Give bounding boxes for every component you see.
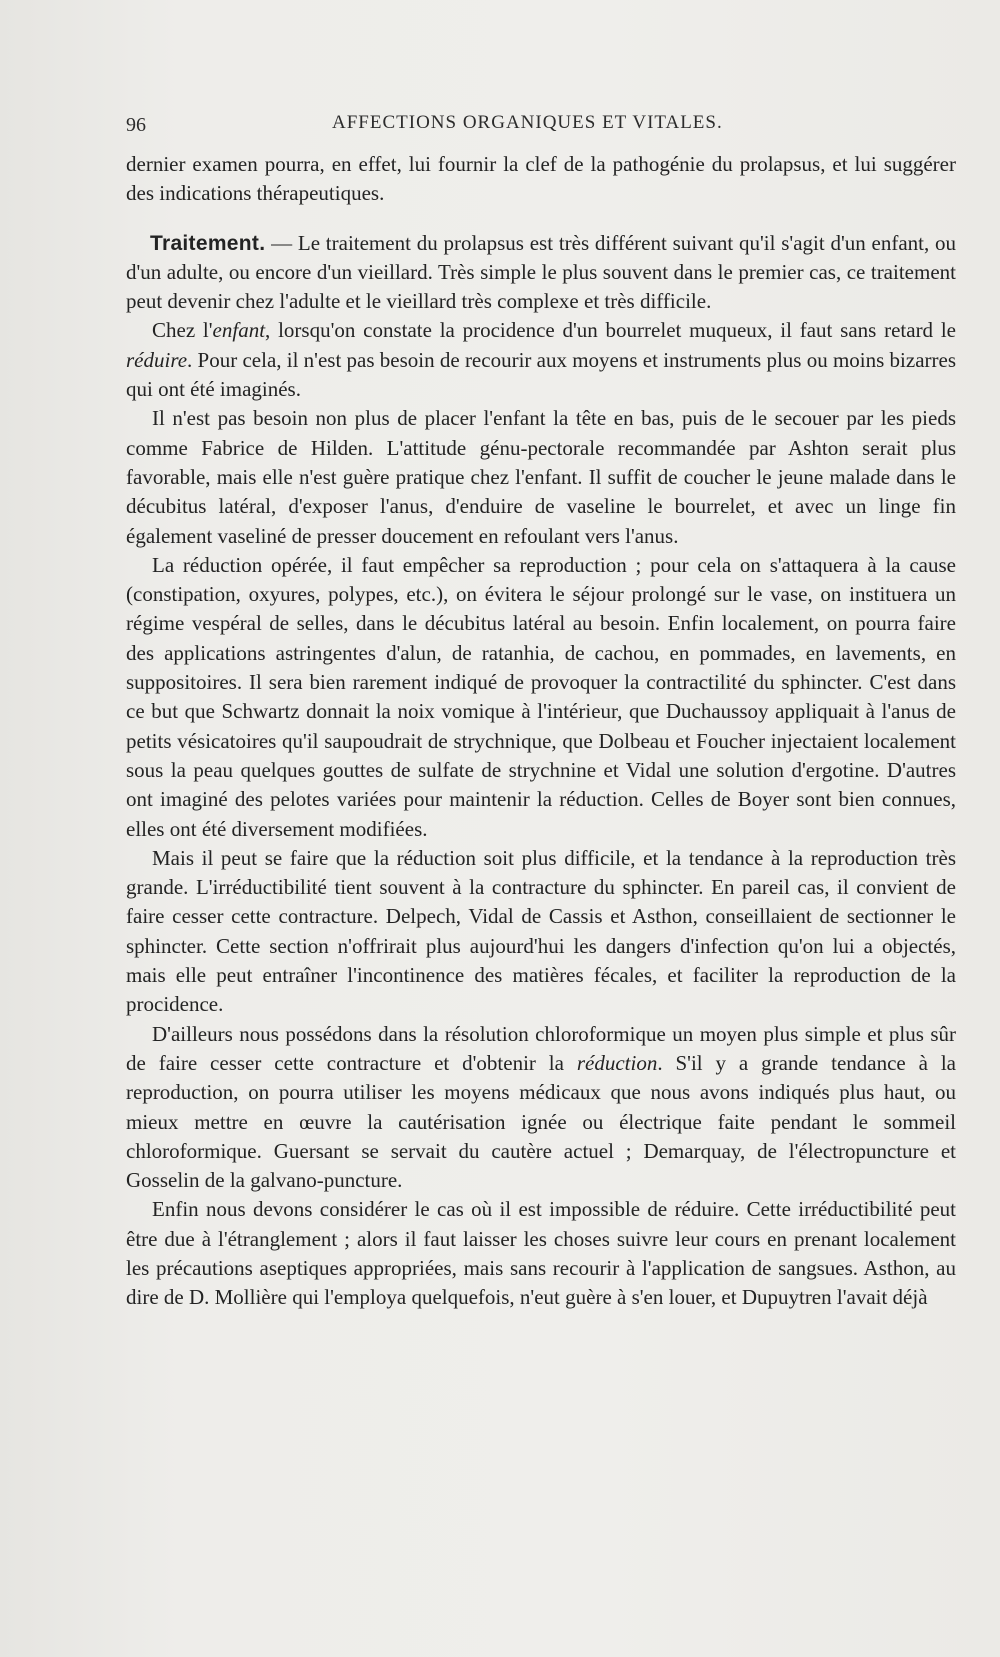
- paragraph-traitement-text: — Le traitement du prolapsus est très différent suivant qu'il s'agit d'un enfant, ou d'un adulte, ou encore d'un vieillard. Très simple le plus souvent dans le premier cas, ce traitement peut devenir chez l'adulte et le vieillard très complexe et très difficile.: [126, 230, 956, 314]
- paragraph-enfant-part-b: , lorsqu'on constate la procidence d'un bourrelet muqueux, il faut sans retard le: [265, 318, 956, 343]
- paragraph-enfant-part-c: . Pour cela, il n'est pas besoin de recourir aux moyens et instruments plus ou moins bizarres qui ont été imaginés.: [126, 347, 956, 402]
- paragraph-enfant: [126, 316, 956, 404]
- paragraph-enfant-part-a: Chez l': [152, 318, 213, 343]
- paragraph-resolution-part-b: . S'il y a grande tendance à la reproduction, on pourra utiliser les moyens médicaux que nous avons indiqués plus haut, ou mieux mettre en œuvre la cautérisation ignée ou électrique faite pendant le sommeil chloroformique. Guersant se servait du cautère actuel ; Demarquay, de l'électropuncture et Gosselin de la galvano-puncture.: [126, 1050, 957, 1193]
- section-heading-traitement: Traitement.: [150, 231, 266, 255]
- paragraph-irreductibilite: Mais il peut se faire que la réduction soit plus difficile, et la tendance à la reproduction très grande. L'irréductibilité tient souvent à la contracture du sphincter. En pareil cas, il convient de faire cesser cette contracture. Delpech, Vidal de Cassis et Asthon, conseillaient de sectionner le sphincter. Cette section n'offrirait plus aujourd'hui les dangers d'infection qu'on lui a objectés, mais elle peut entraîner l'incontinence des matières fécales, et faciliter la reproduction de la procidence.: [126, 845, 956, 1017]
- running-title: AFFECTIONS ORGANIQUES ET VITALES.: [332, 112, 723, 133]
- paragraph-resolution-part-a: D'ailleurs nous possédons dans la résolution chloroformique un moyen plus simple et plus sûr de faire cesser cette contracture et d'obtenir la: [126, 1021, 956, 1075]
- paragraph-resolution: [126, 1020, 956, 1196]
- paragraph-position: Il n'est pas besoin non plus de placer l'enfant la tête en bas, puis de le secouer par les pieds comme Fabrice de Hilden. L'attitude génu-pectorale recommandée par Ashton serait plus favorable, mais elle n'est guère pratique chez l'enfant. Il suffit de coucher le jeune malade dans le décubitus latéral, d'exposer l'anus, d'enduire de vaseline le bourrelet, et avec un linge fin également vaseliné de presser doucement en refoulant vers l'anus.: [126, 406, 956, 548]
- paragraph-reduction: La réduction opérée, il faut empêcher sa reproduction ; pour cela on s'attaquera à la cause (constipation, oxyures, polypes, etc.), on évitera le séjour prolongé sur le vase, on instituera un régime vespéral de selles, dans le décubitus latéral au besoin. Enfin localement, on pourra faire des applications astringentes d'alun, de ratanhia, de cachou, en pommades, en lavements, en suppositoires. Il sera bien rarement indiqué de provoquer la contractilité du sphincter. C'est dans ce but que Schwartz donnait la noix vomique à l'intérieur, que Duchaussoy appliquait à l'anus de petits vésicatoires qu'il saupoudrait de strychnique, que Dolbeau et Foucher injectaient localement sous la peau quelques gouttes de sulfate de strychnine et Vidal une solution d'ergotine. D'autres ont imaginé des pelotes variées pour maintenir la réduction. Celles de Boyer sont bien connues, elles ont été diversement modifiées.: [126, 552, 956, 841]
- body-text: [126, 150, 956, 1313]
- page-number: 96: [126, 114, 146, 136]
- italic-reduire: réduire: [126, 347, 188, 372]
- running-header: [126, 114, 744, 144]
- italic-reduction: réduction: [576, 1050, 658, 1075]
- paragraph-traitement: [126, 229, 956, 317]
- paragraph-continuation: dernier examen pourra, en effet, lui fournir la clef de la pathogénie du prolapsus, et lui suggérer des indications thérapeutiques.: [126, 152, 956, 206]
- paragraph-etranglement: Enfin nous devons considérer le cas où il est impossible de réduire. Cette irréductibilité peut être due à l'étranglement ; alors il faut laisser les choses suivre leur cours en prenant localement les précautions aseptiques appropriées, mais sans recourir à l'application de sangsues. Asthon, au dire de D. Mollière qui l'employa quelquefois, n'eut guère à s'en louer, et Dupuytren l'avait déjà: [126, 1197, 956, 1310]
- italic-enfant: enfant: [212, 318, 266, 343]
